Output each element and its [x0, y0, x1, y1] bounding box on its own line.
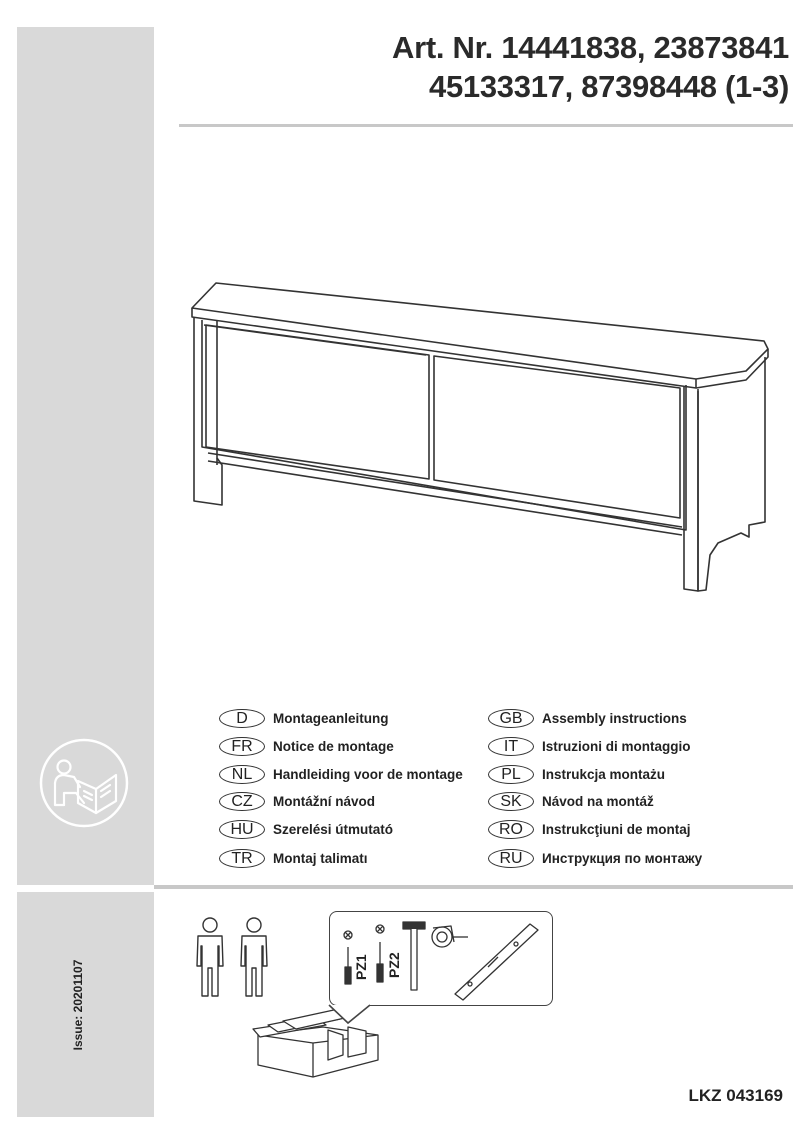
language-text: Handleiding voor de montage: [273, 767, 463, 782]
title-line-1: [392, 28, 789, 67]
two-persons-icon: [192, 916, 272, 1000]
language-code: TR: [219, 849, 265, 868]
language-code: PL: [488, 765, 534, 784]
language-item-tr: [219, 849, 368, 868]
language-text: Montaj talimatı: [273, 851, 368, 866]
language-text: Assembly instructions: [542, 711, 687, 726]
language-item-it: [488, 737, 691, 756]
tool-label-pz2: PZ2: [386, 952, 402, 978]
language-item-hu: [219, 820, 393, 839]
read-manual-icon: [38, 737, 130, 829]
language-code: RO: [488, 820, 534, 839]
language-text: Návod na montáž: [542, 794, 654, 809]
language-text: Notice de montage: [273, 739, 394, 754]
language-item-ru: [488, 849, 702, 868]
language-item-fr: [219, 737, 394, 756]
language-code: GB: [488, 709, 534, 728]
language-item-d: [219, 709, 389, 728]
language-text: Istruzioni di montaggio: [542, 739, 691, 754]
language-code: HU: [219, 820, 265, 839]
title-prefix: Art. Nr.: [392, 30, 493, 65]
language-text: Montážní návod: [273, 794, 375, 809]
issue-date: Issue: 20201107: [71, 959, 85, 1051]
language-text: Montageanleitung: [273, 711, 389, 726]
language-item-ro: [488, 820, 691, 839]
lkz-number: LKZ 043169: [688, 1086, 783, 1105]
title-line-2: 45133317, 87398448 (1-3): [429, 69, 789, 104]
language-item-pl: [488, 765, 665, 784]
tv-bench-illustration: [186, 275, 776, 600]
language-item-cz: [219, 792, 375, 811]
language-code: CZ: [219, 792, 265, 811]
language-text: Szerelési útmutató: [273, 822, 394, 837]
language-code: FR: [219, 737, 265, 756]
language-item-nl: [219, 765, 463, 784]
language-item-sk: [488, 792, 654, 811]
language-code: RU: [488, 849, 534, 868]
language-text: Instrukcja montażu: [542, 767, 666, 782]
language-item-gb: [488, 709, 687, 728]
language-code: D: [219, 709, 265, 728]
language-text: Инструкция по монтажу: [542, 851, 703, 866]
article-number-title: [392, 28, 789, 106]
section-divider: [154, 885, 793, 889]
language-text: Instrukcţiuni de montaj: [542, 822, 691, 837]
sidebar-bottom-panel: [17, 892, 154, 1117]
language-code: IT: [488, 737, 534, 756]
header-divider: [179, 124, 793, 127]
title-numbers-1: 14441838, 23873841: [501, 30, 789, 65]
language-code: NL: [219, 765, 265, 784]
tool-label-pz1: PZ1: [353, 954, 369, 980]
language-code: SK: [488, 792, 534, 811]
